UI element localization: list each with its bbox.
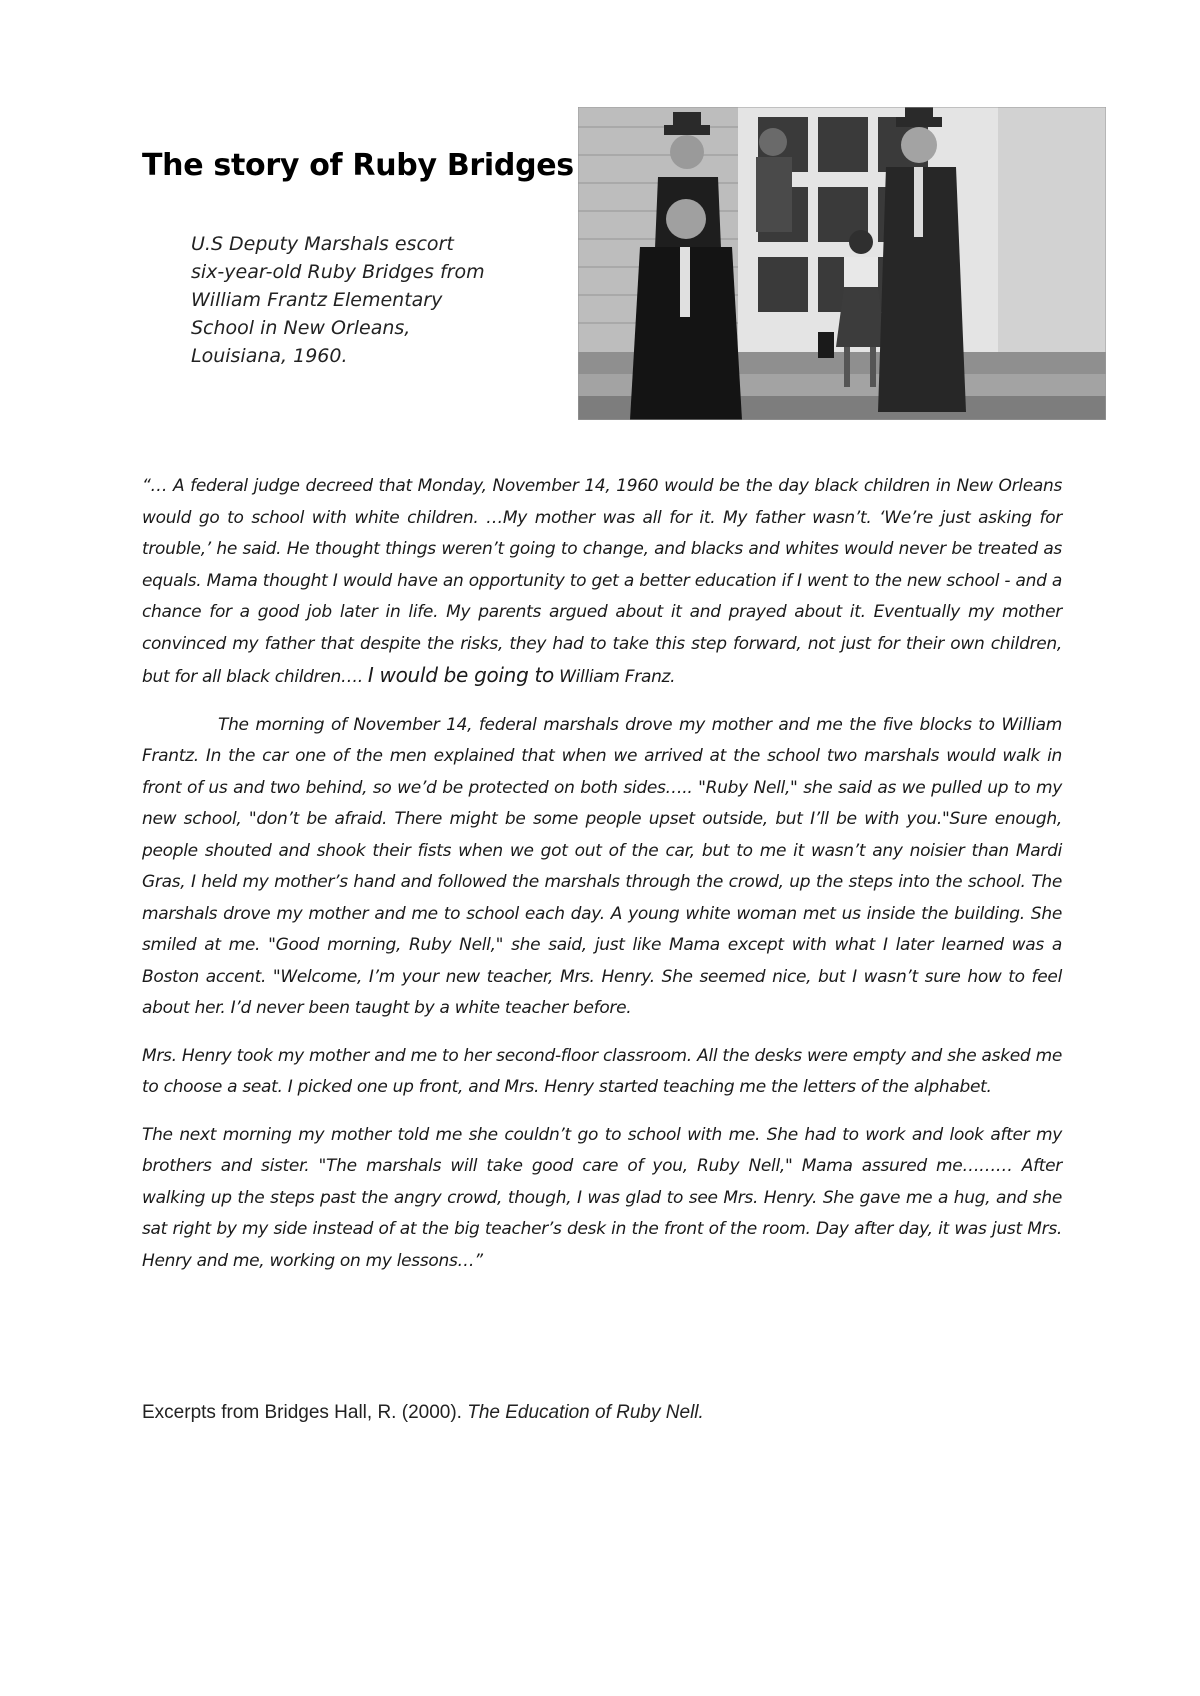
black-and-white-photograph-icon: [578, 107, 1106, 420]
story-body: [142, 471, 1062, 1293]
story-paragraph: The next morning my mother told me she couldn’t go to school with me. She had to work and look after my brothers and sister. "The marshals will take good care of you, Ruby Nell," Mama assured me……… After walking up the steps past the angry crowd, though, I was glad to see Mrs. Henry. She gave me a hug, and she sat right by my side instead of at the big teacher’s desk in the front of the room. Day after day, it was just Mrs. Henry and me, working on my lessons…”: [142, 1124, 1062, 1271]
photo-caption: U.S Deputy Marshals escort six-year-old Ruby Bridges from William Frantz Elementary School in New Orleans, Louisiana, 1960.: [191, 233, 485, 367]
page-title: The story of Ruby Bridges: [142, 148, 574, 183]
story-paragraph: [142, 471, 1062, 694]
story-paragraph-text-end: William Franz.: [554, 667, 676, 687]
story-paragraph: Mrs. Henry took my mother and me to her second-floor classroom. All the desks were empty and she asked me to choose a seat. I picked one up front, and Mrs. Henry started teaching me the letters of the alphabet.: [142, 1045, 1062, 1097]
photograph: [578, 107, 1106, 420]
story-paragraph-text-end: I would be going to: [367, 663, 554, 687]
citation: [142, 1402, 704, 1424]
citation-book-title: The Education of Ruby Nell.: [467, 1402, 704, 1423]
story-paragraph: The morning of November 14, federal marshals drove my mother and me the five blocks to William Frantz. In the car one of the men explained that when we arrived at the school two marshals would walk in front of us and two behind, so we’d be protected on both sides….. "Ruby Nell," she said as we pulled up to my new school, "don’t be afraid. There might be some people upset outside, but I’ll be with you."Sure enough, people shouted and shook their fists when we got out of the car, but to me it wasn’t any noisier than Mardi Gras, I held my mother’s hand and followed the marshals through the crowd, up the steps into the school. The marshals drove my mother and me to school each day. A young white woman met us inside the building. She smiled at me. "Good morning, Ruby Nell," she said, just like Mama except with what I later learned was a Boston accent. "Welcome, I’m your new teacher, Mrs. Henry. She seemed nice, but I wasn’t sure how to feel about her. I’d never been taught by a white teacher before.: [142, 714, 1062, 1018]
story-paragraph-text: “… A federal judge decreed that Monday, November 14, 1960 would be the day black children in New Orleans would go to school with white children. …My mother was all for it. My father wasn’t. ‘We’re just asking for trouble,’ he said. He thought things weren’t going to change, and blacks and whites would never be treated as equals. Mama thought I would have an opportunity to get a better education if I went to the new school - and a chance for a good job later in life. My parents argued about it and prayed about it. Eventually my mother convinced my father that despite the risks, they had to take this step forward, not just for their own children, but for all black children….: [142, 476, 1062, 687]
citation-prefix: Excerpts from Bridges Hall, R. (2000).: [142, 1402, 468, 1423]
